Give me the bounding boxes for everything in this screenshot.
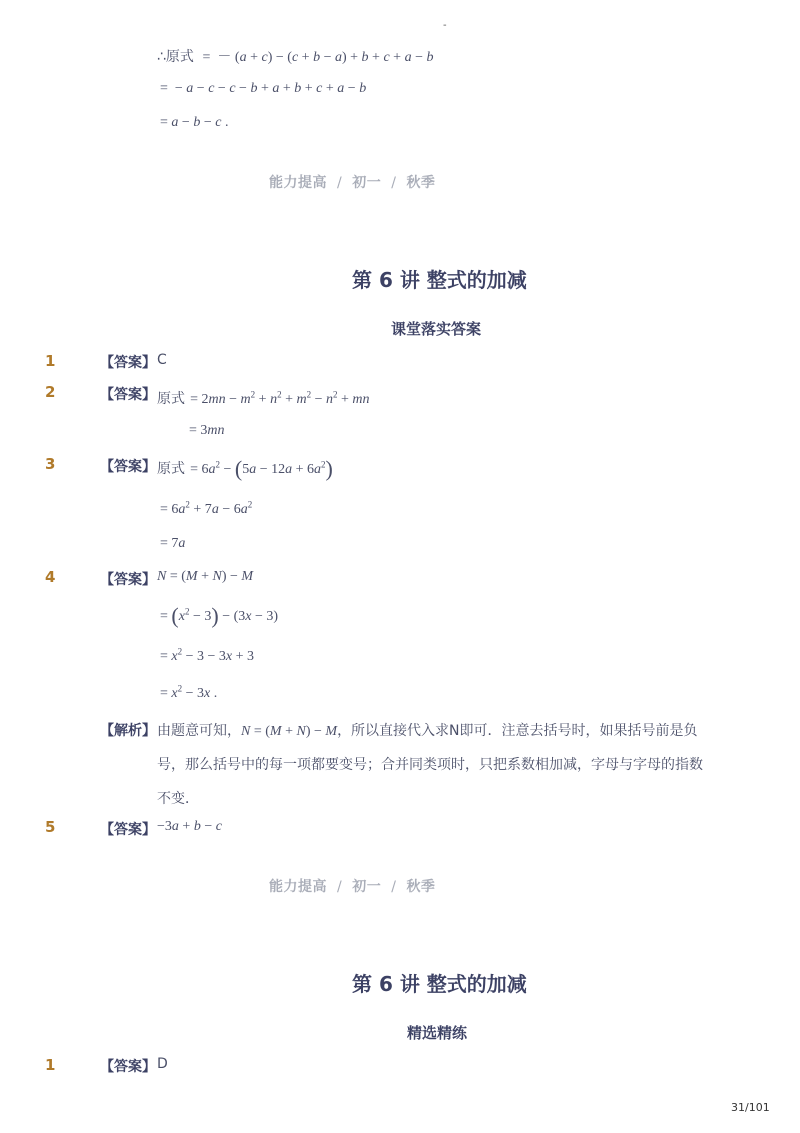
footer-separator: /	[337, 175, 343, 191]
page-footer	[269, 172, 435, 192]
top-mark: -	[443, 20, 447, 31]
footer-term: 秋季	[406, 879, 436, 895]
analysis-tag: 【解析】	[100, 723, 156, 739]
prev-solution-line-2: = − a − c − c − b + a + b + c + a − b	[160, 81, 367, 96]
prev-solution-line-1	[157, 46, 433, 66]
analysis-text-b: ，所以直接代入求N即可．注意去括号时，如果括号前是负	[337, 723, 698, 739]
q3-line-1	[157, 456, 333, 482]
question-number: 1	[45, 352, 56, 370]
analysis-text-a: 由题意可知，	[157, 723, 241, 739]
question-number: 5	[45, 818, 56, 836]
footer-course: 能力提高	[269, 879, 327, 895]
q2-prefix: 原式	[157, 391, 185, 407]
answer-tag: 【答案】	[100, 355, 156, 371]
section-title: 精选精练	[407, 1024, 468, 1042]
q3-line-2: = $6a^2 + 7a - 6a^2$	[160, 499, 253, 517]
footer-term: 秋季	[406, 175, 436, 191]
question-number: 3	[45, 455, 56, 473]
answer-tag: 【答案】	[100, 387, 156, 403]
footer-separator: /	[391, 175, 397, 191]
footer-grade: 初一	[352, 175, 382, 191]
question-number: 4	[45, 568, 56, 586]
lecture-title: 第 6 讲 整式的加减	[352, 268, 527, 292]
q5-answer: −3a + b − c	[157, 819, 222, 834]
q4-line-3: = $x^2 - 3 - 3x + 3$	[160, 646, 255, 664]
q3-prefix: 原式	[157, 461, 185, 477]
page-number: 31/101	[731, 1101, 770, 1114]
section-title: 课堂落实答案	[391, 320, 482, 338]
answer-tag: 【答案】	[100, 572, 156, 588]
analysis-line-2: 号，那么括号中的每一项都要变号；合并同类项时，只把系数相加减，字母与字母的指数	[157, 757, 703, 773]
footer-separator: /	[391, 879, 397, 895]
analysis-line-3: 不变．	[157, 791, 199, 807]
q4-line-1: N = (M + N) − M	[157, 569, 254, 584]
q3-formula-1: = $6a^2 - (5a - 12a + 6a^2)$	[190, 456, 333, 481]
footer-grade: 初一	[352, 879, 382, 895]
answer-tag: 【答案】	[100, 459, 156, 475]
q3-line-3: = 7a	[160, 536, 186, 551]
prev-solution-formula-1: = － (a + c) − (c + b − a) + b + c + a − b	[199, 50, 434, 65]
footer-course: 能力提高	[269, 175, 327, 191]
analysis-line-1	[157, 720, 698, 740]
analysis-formula: N = (M + N) − M	[241, 724, 338, 739]
prev-solution-line-3: = a − b − c .	[160, 115, 229, 130]
q4-line-2: = $(x^2 - 3) - (3x - 3)$	[160, 603, 279, 628]
q2-formula-1: = $2mn - m^2 + n^2 + m^2 - n^2$ + mn	[190, 389, 370, 407]
prev-solution-prefix: ∴原式	[157, 49, 194, 65]
answer-value: C	[157, 352, 167, 368]
question-number: 2	[45, 383, 56, 401]
lecture-title: 第 6 讲 整式的加减	[352, 972, 527, 996]
footer-separator: /	[337, 879, 343, 895]
page-footer	[269, 876, 435, 896]
q4-line-4: = $x^2 - 3x$ .	[160, 683, 218, 701]
q2-line-1	[157, 388, 370, 408]
answer-tag: 【答案】	[100, 822, 156, 838]
answer-tag: 【答案】	[100, 1059, 156, 1075]
q2-line-2: = 3mn	[189, 423, 225, 438]
answer-value: D	[157, 1056, 168, 1072]
question-number: 1	[45, 1056, 56, 1074]
